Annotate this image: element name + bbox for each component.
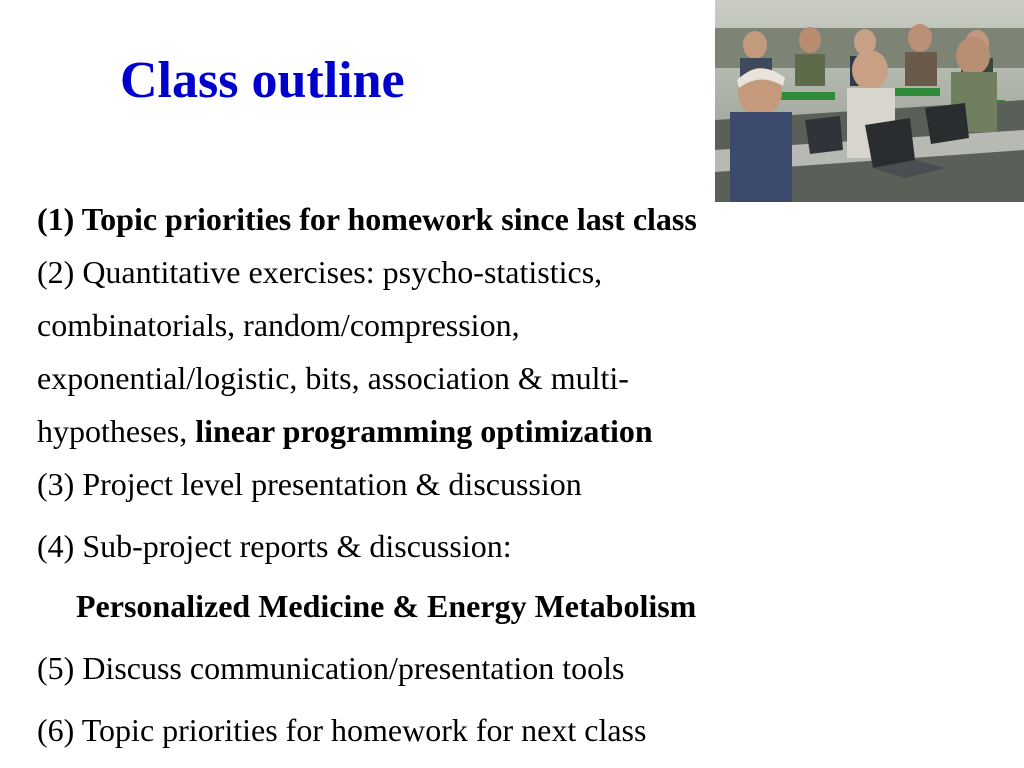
outline-item-4: (4) Sub-project reports & discussion: xyxy=(37,528,512,564)
outline-item-3: (3) Project level presentation & discussion xyxy=(37,466,582,502)
outline-item-5: (5) Discuss communication/presentation tools xyxy=(37,650,625,686)
outline-item-2-line-4 xyxy=(37,412,653,450)
classroom-photo xyxy=(715,0,1024,202)
outline-item-1: (1) Topic priorities for homework since last class xyxy=(37,201,697,237)
outline-item-6: (6) Topic priorities for homework for next class xyxy=(37,712,647,748)
outline-item-2-bold-text: linear programming optimization xyxy=(195,413,653,449)
classroom-students-laptops-photo xyxy=(715,0,1024,202)
slide-title: Class outline xyxy=(120,52,405,109)
outline-item-2-line-3: exponential/logistic, bits, association & multi- xyxy=(37,360,629,396)
outline-item-4-subtopic: Personalized Medicine & Energy Metabolism xyxy=(76,588,697,624)
outline-item-2-line-2: combinatorials, random/compression, xyxy=(37,307,520,343)
outline-item-2-line-1: (2) Quantitative exercises: psycho-statistics, xyxy=(37,254,603,290)
outline-item-2-plain-text: hypotheses, xyxy=(37,413,196,449)
